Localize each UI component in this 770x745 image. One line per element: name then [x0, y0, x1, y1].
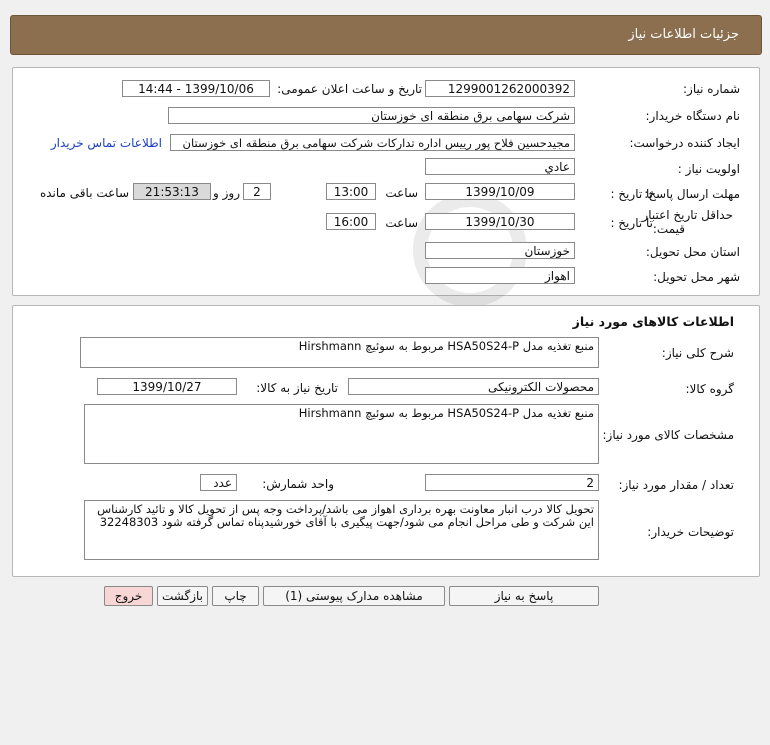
buyer-notes-field: تحویل کالا درب انبار معاونت بهره برداری اهواز می باشد/پرداخت وجه پس از تحویل کالا و تائید کارشناس این شرکت و طی مراحل انجام می شود/جهت پیگیری با آقای خورشیدپناه تماس گرفته شود 32248303 — [84, 500, 599, 560]
goods-specs-label: مشخصات کالای مورد نیاز: — [602, 428, 734, 442]
need-description-field: منبع تغذیه مدل HSA50S24-P مربوط به سوئیچ Hirshmann — [80, 337, 599, 368]
valid-time-label: ساعت — [385, 216, 418, 230]
city-field: اهواز — [425, 267, 575, 284]
unit-field: عدد — [200, 474, 237, 491]
send-date-field: 1399/10/09 — [425, 183, 575, 200]
goods-section-title: اطلاعات کالاهای مورد نیاز — [572, 314, 734, 329]
days-count-field: 2 — [243, 183, 271, 200]
buyer-notes-label: توضیحات خریدار: — [647, 525, 734, 539]
unit-label: واحد شمارش: — [262, 477, 334, 491]
province-label: استان محل تحویل: — [645, 245, 740, 259]
send-deadline-label: مهلت ارسال پاسخ: — [644, 187, 740, 201]
back-button[interactable]: بازگشت — [157, 586, 208, 606]
quantity-field: 2 — [425, 474, 599, 491]
reply-button[interactable]: پاسخ به نیاز — [449, 586, 599, 606]
view-attachments-button[interactable]: مشاهده مدارک پیوستی (1) — [263, 586, 445, 606]
exit-button[interactable]: خروج — [104, 586, 153, 606]
page-header — [10, 15, 762, 55]
city-label: شهر محل تحویل: — [653, 270, 740, 284]
priority-label: اولویت نیاز : — [677, 162, 740, 176]
buyer-org-label: نام دستگاه خریدار: — [645, 109, 740, 123]
days-label: روز و — [213, 186, 240, 200]
need-info-panel — [12, 67, 760, 296]
announce-date-label: تاریخ و ساعت اعلان عمومی: — [277, 82, 422, 96]
need-number-label: شماره نیاز: — [683, 82, 740, 96]
price-valid-label: حداقل تاریخ اعتبار — [642, 208, 733, 222]
goods-group-field: محصولات الکترونیکی — [348, 378, 599, 395]
buyer-contact-link[interactable]: اطلاعات تماس خریدار — [50, 136, 162, 150]
requester-label: ایجاد کننده درخواست: — [629, 136, 740, 150]
quantity-label: تعداد / مقدار مورد نیاز: — [618, 478, 734, 492]
goods-group-label: گروه کالا: — [685, 382, 734, 396]
buyer-org-field: شرکت سهامی برق منطقه ای خوزستان — [168, 107, 575, 124]
send-time-field: 13:00 — [326, 183, 376, 200]
announce-date-field: 1399/10/06 - 14:44 — [122, 80, 270, 97]
need-date-label: تاریخ نیاز به کالا: — [256, 381, 338, 395]
valid-time-field: 16:00 — [326, 213, 376, 230]
priority-field: عادي — [425, 158, 575, 175]
need-number-field: 1299001262000392 — [425, 80, 575, 97]
remaining-label: ساعت باقی مانده — [39, 186, 129, 200]
remaining-time-field: 21:53:13 — [133, 183, 211, 200]
send-time-label: ساعت — [385, 186, 418, 200]
requester-field: مجیدحسین فلاح پور رییس اداره تدارکات شرکت سهامی برق منطقه ای خوزستان — [170, 134, 575, 151]
price-valid-label-2: قیمت: — [652, 222, 685, 236]
print-button[interactable]: چاپ — [212, 586, 259, 606]
page-title: جزئیات اطلاعات نیاز — [628, 27, 739, 42]
valid-date-field: 1399/10/30 — [425, 213, 575, 230]
goods-specs-field: منبع تغذیه مدل HSA50S24-P مربوط به سوئیچ Hirshmann — [84, 404, 599, 464]
valid-to-date-label: تا تاریخ : — [610, 216, 653, 230]
need-description-label: شرح کلی نیاز: — [661, 346, 734, 360]
province-field: خوزستان — [425, 242, 575, 259]
send-to-date-label: تا تاریخ : — [610, 187, 653, 201]
need-date-field: 1399/10/27 — [97, 378, 237, 395]
